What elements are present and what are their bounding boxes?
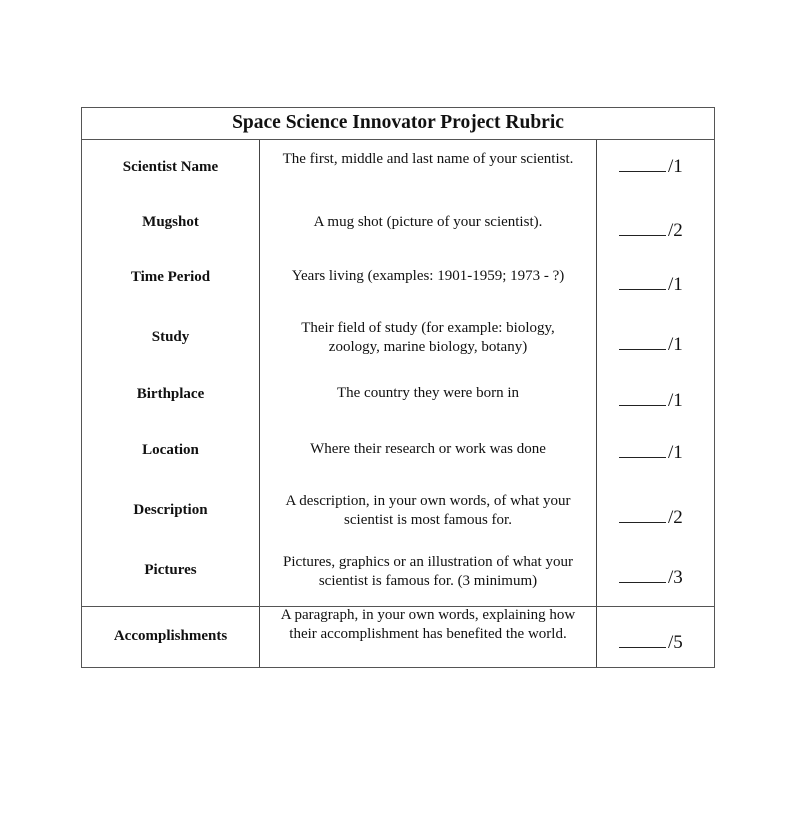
points-possible: /1 bbox=[668, 390, 683, 411]
score-blank[interactable] bbox=[619, 171, 666, 172]
score-field bbox=[619, 156, 683, 178]
criterion-description: Where their research or work was done bbox=[310, 441, 546, 457]
criterion-description: A description, in your own words, of what your scientist is most famous for. bbox=[285, 493, 571, 528]
score-blank[interactable] bbox=[619, 457, 666, 458]
criterion-description: A mug shot (picture of your scientist). bbox=[313, 214, 543, 230]
score-blank[interactable] bbox=[619, 349, 666, 350]
points-possible: /1 bbox=[668, 156, 683, 177]
score-blank[interactable] bbox=[619, 582, 666, 583]
rubric-table bbox=[81, 107, 715, 668]
points-possible: /2 bbox=[668, 220, 683, 241]
criterion-label: Mugshot bbox=[142, 214, 199, 230]
points-possible: /2 bbox=[668, 507, 683, 528]
score-blank[interactable] bbox=[619, 235, 666, 236]
criterion-label: Accomplishments bbox=[113, 628, 228, 644]
column-divider bbox=[596, 140, 597, 667]
criterion-label: Description bbox=[133, 502, 208, 518]
criterion-description: Pictures, graphics or an illustration of what your scientist is famous for. (3 minimum) bbox=[283, 554, 573, 589]
criterion-label: Pictures bbox=[144, 562, 197, 578]
score-blank[interactable] bbox=[619, 289, 666, 290]
score-field bbox=[619, 507, 683, 529]
points-possible: /5 bbox=[668, 632, 683, 653]
criterion-label: Scientist Name bbox=[122, 159, 219, 175]
criterion-description: A paragraph, in your own words, explaining how their accomplishment has benefited the world. bbox=[280, 607, 576, 642]
criterion-description: The first, middle and last name of your scientist. bbox=[282, 151, 574, 167]
score-field bbox=[619, 274, 683, 296]
criterion-description: The country they were born in bbox=[336, 385, 520, 401]
score-field bbox=[619, 567, 683, 589]
points-possible: /1 bbox=[668, 334, 683, 355]
criterion-label: Time Period bbox=[130, 269, 211, 285]
criterion-label: Birthplace bbox=[136, 386, 205, 402]
rubric-title: Space Science Innovator Project Rubric bbox=[82, 108, 714, 140]
score-field bbox=[619, 632, 683, 654]
score-field bbox=[619, 334, 683, 356]
criterion-description: Their field of study (for example: biology, zoology, marine biology, botany) bbox=[301, 320, 555, 355]
score-blank[interactable] bbox=[619, 522, 666, 523]
points-possible: /1 bbox=[668, 442, 683, 463]
score-field bbox=[619, 390, 683, 412]
points-possible: /3 bbox=[668, 567, 683, 588]
score-blank[interactable] bbox=[619, 647, 666, 648]
criterion-description: Years living (examples: 1901-1959; 1973 - ?) bbox=[291, 268, 565, 284]
score-field bbox=[619, 442, 683, 464]
score-blank[interactable] bbox=[619, 405, 666, 406]
criterion-label: Location bbox=[142, 442, 199, 458]
points-possible: /1 bbox=[668, 274, 683, 295]
criterion-label: Study bbox=[151, 329, 190, 345]
score-field bbox=[619, 220, 683, 242]
